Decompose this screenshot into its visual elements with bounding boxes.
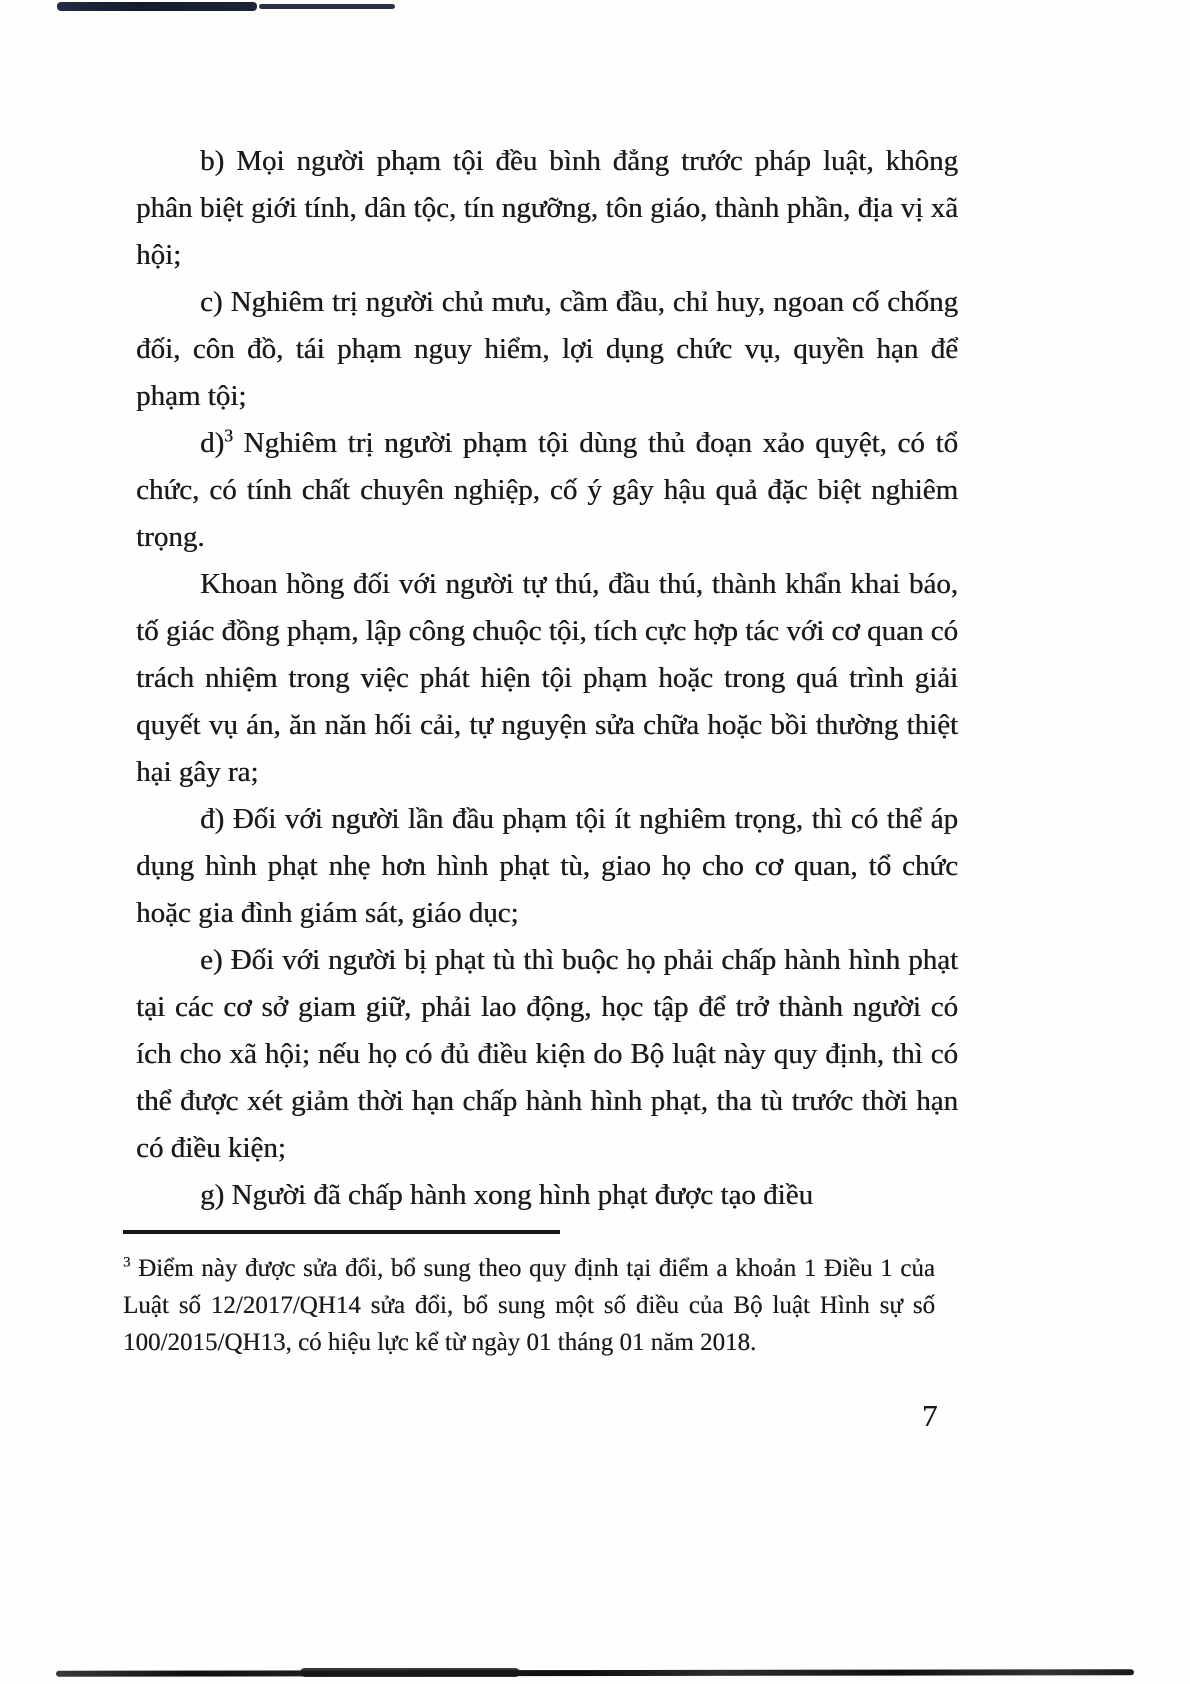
footnote-separator-line <box>123 1230 560 1234</box>
page-number: 7 <box>922 1398 938 1433</box>
paragraph-point-c: c) Nghiêm trị người chủ mưu, cầm đầu, chỉ huy, ngoan cố chống đối, côn đồ, tái phạm nguy hiểm, lợi dụng chức vụ, quyền hạn để phạm tội; <box>136 286 958 412</box>
paragraph-point-g: g) Người đã chấp hành xong hình phạt được tạo điều <box>200 1179 813 1211</box>
point-d-label: d) <box>200 427 225 459</box>
paragraph-point-dd: đ) Đối với người lần đầu phạm tội ít nghiêm trọng, thì có thể áp dụng hình phạt nhẹ hơn hình phạt tù, giao họ cho cơ quan, tổ chức hoặc gia đình giám sát, giáo dục; <box>136 803 958 929</box>
scan-artifact-bottom-blob <box>300 1668 520 1677</box>
paragraph-point-b: b) Mọi người phạm tội đều bình đẳng trước pháp luật, không phân biệt giới tính, dân tộc, tín ngưỡng, tôn giáo, thành phần, địa vị xã hội; <box>136 145 958 271</box>
paragraph-khoan-hong: Khoan hồng đối với người tự thú, đầu thú, thành khẩn khai báo, tố giác đồng phạm, lập công chuộc tội, tích cực hợp tác với cơ quan có trách nhiệm trong việc phát hiện tội phạm hoặc trong quá trình giải quyết vụ án, ăn năn hối cải, tự nguyện sửa chữa hoặc bồi thường thiệt hại gây ra; <box>136 568 958 788</box>
body-text <box>136 138 958 1219</box>
scan-artifact-top-left <box>57 2 257 11</box>
scan-artifact-top-right <box>259 4 395 9</box>
footnote-body: Điểm này được sửa đổi, bổ sung theo quy định tại điểm a khoản 1 Điều 1 của Luật số 12/2017/QH14 sửa đổi, bổ sung một số điều của Bộ luật Hình sự số 100/2015/QH13, có hiệu lực kể từ ngày 01 tháng 01 năm 2018. <box>123 1255 935 1356</box>
scan-artifact-bottom <box>56 1669 1134 1677</box>
paragraph-point-d <box>136 420 958 561</box>
footnote-reference-3: 3 <box>224 425 233 446</box>
footnote-number: 3 <box>123 1254 131 1271</box>
point-d-text: Nghiêm trị người phạm tội dùng thủ đoạn xảo quyệt, có tổ chức, có tính chất chuyên nghiệp, cố ý gây hậu quả đặc biệt nghiêm trọng. <box>136 427 958 553</box>
paragraph-point-e: e) Đối với người bị phạt tù thì buộc họ phải chấp hành hình phạt tại các cơ sở giam giữ, phải lao động, học tập để trở thành người có ích cho xã hội; nếu họ có đủ điều kiện do Bộ luật này quy định, thì có thể được xét giảm thời hạn chấp hành hình phạt, tha tù trước thời hạn có điều kiện; <box>136 944 958 1164</box>
footnote-text <box>123 1250 935 1361</box>
footnote-section <box>123 1230 935 1361</box>
